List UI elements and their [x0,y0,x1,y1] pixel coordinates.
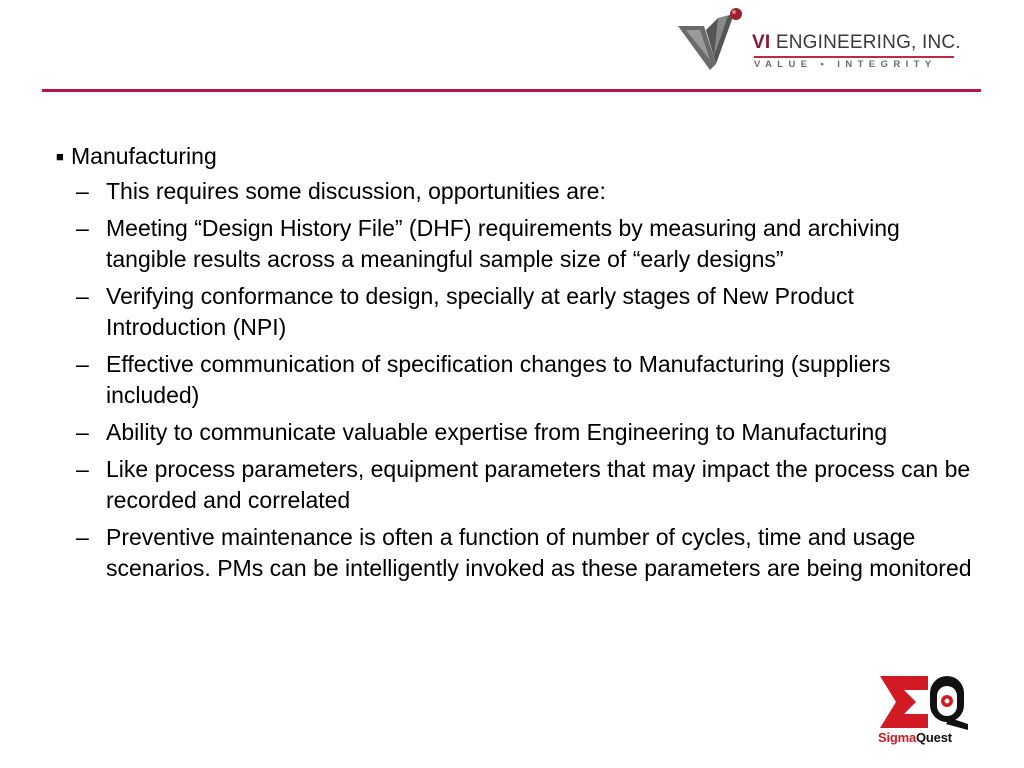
sub-bullet-text: Meeting “Design History File” (DHF) requirements by measuring and archiving tangible results across a meaningful sample size of “early designs” [106,215,900,272]
quest-q-icon [924,674,970,730]
company-tagline: VALUE • INTEGRITY [754,59,937,70]
wordmark-sigma: Sigma [878,730,917,745]
sub-bullet-text: Preventive maintenance is often a function of number of cycles, time and usage scenarios. PMs can be intelligently invoked as these parameters are being monitored [106,524,972,581]
sub-bullet-text: Ability to communicate valuable expertise from Engineering to Manufacturing [106,419,888,445]
slide-content [56,141,986,590]
vi-engineering-logo [676,4,966,72]
sub-bullet-item [76,417,986,448]
logo-rule [754,56,954,58]
sub-bullet-text: Like process parameters, equipment parameters that may impact the process can be recorded and correlated [106,456,971,513]
sub-bullet-text: Verifying conformance to design, specially at early stages of New Product Introduction (NPI) [106,283,854,340]
sigma-icon [878,674,930,730]
company-prefix: VI [752,32,771,53]
dash-bullet-icon: – [76,283,89,309]
bullet-title: Manufacturing [71,143,217,169]
sigmaquest-wordmark [878,730,952,745]
wordmark-quest: Quest [916,730,952,745]
dash-bullet-icon: – [76,456,89,482]
dash-bullet-icon: – [76,524,89,550]
bullet-item [56,141,986,172]
header-divider [42,89,981,92]
company-name [752,32,961,54]
sub-bullet-text: Effective communication of specification changes to Manufacturing (suppliers included) [106,351,891,408]
dash-bullet-icon: – [76,178,89,204]
square-bullet-icon: ■ [56,149,64,164]
dash-bullet-icon: – [76,419,89,445]
company-suffix: ENGINEERING, INC. [770,32,961,53]
sub-bullet-list [56,176,986,584]
sub-bullet-item [76,454,986,516]
sub-bullet-item [76,281,986,343]
sub-bullet-item [76,176,986,207]
dash-bullet-icon: – [76,215,89,241]
sub-bullet-item [76,349,986,411]
vi-engineering-logo-icon [676,4,746,72]
sigmaquest-logo [876,672,976,752]
sub-bullet-item [76,213,986,275]
dash-bullet-icon: – [76,351,89,377]
sub-bullet-item [76,522,986,584]
sub-bullet-text: This requires some discussion, opportunities are: [106,178,606,204]
